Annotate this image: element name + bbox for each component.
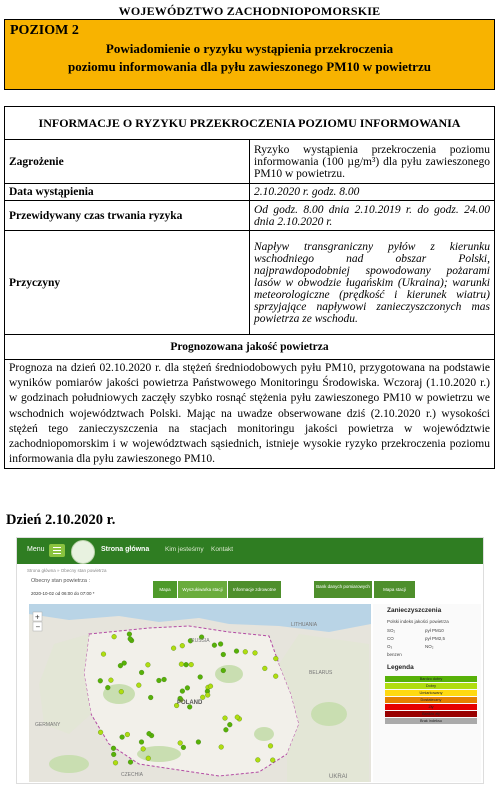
map-side-panel — [373, 604, 481, 782]
station-marker[interactable] — [119, 689, 124, 694]
station-marker[interactable] — [111, 752, 116, 757]
legend-item: Dobry — [385, 683, 477, 689]
station-marker[interactable] — [221, 668, 226, 673]
level-description-line1: Powiadomienie o ryzyku wystąpienia przekroczenia — [105, 41, 394, 56]
station-marker[interactable] — [200, 695, 205, 700]
map-label-germany: GERMANY — [35, 722, 61, 728]
pollutants-title: Zanieczyszczenia — [387, 607, 442, 614]
station-marker[interactable] — [157, 678, 162, 683]
breadcrumb[interactable]: Strona główna » Obecny stan powietrza — [27, 568, 107, 573]
station-marker[interactable] — [180, 689, 185, 694]
option-benzene[interactable]: benzen — [387, 652, 402, 657]
row-label-threat: Zagrożenie — [5, 140, 250, 184]
option-pm10[interactable]: pył PM10 — [425, 628, 444, 633]
station-marker[interactable] — [189, 662, 194, 667]
station-marker[interactable] — [122, 661, 127, 666]
station-marker[interactable] — [180, 643, 185, 648]
station-marker[interactable] — [98, 678, 103, 683]
station-marker[interactable] — [101, 652, 106, 657]
station-marker[interactable] — [273, 656, 278, 661]
info-table — [4, 106, 495, 469]
map-canvas — [29, 604, 371, 782]
station-marker[interactable] — [268, 744, 273, 749]
level-description-line2: poziomu informowania dla pyłu zawieszonego PM10 w powietrzu — [68, 59, 431, 74]
level-description — [5, 40, 494, 76]
tab-data-bank[interactable]: Bank danych pomiarowych — [314, 581, 372, 598]
station-marker[interactable] — [171, 646, 176, 651]
station-marker[interactable] — [196, 740, 201, 745]
map-label-ukraine: UKRAI — [329, 774, 348, 780]
day-label: Dzień 2.10.2020 r. — [6, 512, 116, 528]
row-value-causes: Napływ transgraniczny pyłów z kierunku wschodniego nad obszar Polski, najprawdopodobniej spowodowany pożarami lasów w obwodzie ługańskim (Ukraina); warunki meteorologiczne (prędkość i kierunek wiatru) sprzyjające napływowi zanieczyszczonych mas powietrza ze wschodu. — [250, 231, 495, 335]
svg-text:−: − — [35, 622, 41, 632]
legend-item: Brak indeksu — [385, 718, 477, 724]
nav-home-link[interactable]: Strona główna — [101, 546, 150, 553]
option-o3[interactable]: O₃ — [387, 644, 393, 649]
station-marker[interactable] — [139, 670, 144, 675]
forecast-header: Prognozowana jakość powietrza — [5, 335, 495, 360]
station-marker[interactable] — [146, 756, 151, 761]
map-label-poland: POLAND — [177, 700, 203, 706]
station-marker[interactable] — [120, 735, 125, 740]
station-marker[interactable] — [111, 746, 116, 751]
station-marker[interactable] — [262, 666, 267, 671]
station-marker[interactable] — [128, 637, 133, 642]
station-marker[interactable] — [128, 760, 133, 765]
option-polish-index[interactable]: Polski indeks jakości powietrza — [387, 619, 449, 624]
row-value-date: 2.10.2020 r. godz. 8.00 — [250, 184, 495, 201]
row-value-threat: Ryzyko wystąpienia przekroczenia poziomu informowania (100 µg/m³) dla pyłu zawieszonego PM10 w powietrzu. — [250, 140, 495, 184]
station-marker[interactable] — [234, 649, 239, 654]
nav-contact-link[interactable]: Kontakt — [211, 546, 234, 553]
tab-map[interactable]: Mapa — [153, 581, 177, 598]
level-banner — [4, 19, 495, 90]
observed-label: Obecny stan powietrza : — [31, 578, 91, 584]
station-marker[interactable] — [208, 684, 213, 689]
station-marker[interactable] — [112, 634, 117, 639]
station-marker[interactable] — [221, 652, 226, 657]
site-topbar — [17, 538, 483, 564]
observed-date: 2020-10-02 od 06:00 do 07:00 * — [31, 591, 95, 596]
option-co[interactable]: CO — [387, 636, 394, 641]
map-label-czechia: CZECHIA — [121, 772, 143, 778]
station-marker[interactable] — [98, 730, 103, 735]
option-pm25[interactable]: pył PM2,5 — [425, 636, 446, 641]
forecast-text: Prognoza na dzień 02.10.2020 r. dla stężeń średniodobowych pyłu PM10, przygotowana na podstawie wyników pomiarów jakości powietrza Państwowego Monitoringu Środowiska. Wczoraj (1.10.2020 r.) w godzinach południowych zaczęły szybko rosnąć stężenia pyłu zawieszonego PM10 w powietrzu we wschodnich województwach Polski. Mając na uwadze obserwowane dziś (2.10.2020 r.) wysokości stężeń tego zanieczyszczenia na stacjach monitoringu jakości powietrza w województwie zachodniopomorskim i w województwach sąsiednich, istnieje wysokie ryzyko przekroczenia poziomu informowania dla pyłu zawieszonego PM10. — [5, 360, 495, 469]
station-marker[interactable] — [113, 760, 118, 765]
station-marker[interactable] — [178, 741, 183, 746]
station-marker[interactable] — [109, 678, 114, 683]
station-marker[interactable] — [205, 693, 210, 698]
air-quality-screenshot — [16, 537, 484, 784]
region-heading: WOJEWÓDZTWO ZACHODNIOPOMORSKIE — [118, 4, 381, 18]
station-marker[interactable] — [147, 731, 152, 736]
station-marker[interactable] — [255, 758, 260, 763]
station-marker[interactable] — [127, 632, 132, 637]
station-marker[interactable] — [148, 695, 153, 700]
station-marker[interactable] — [198, 675, 203, 680]
tab-health-info[interactable]: Informacje zdrowotne — [228, 581, 281, 598]
info-table-header: INFORMACJE O RYZYKU PRZEKROCZENIA POZIOMU INFORMOWANIA — [5, 107, 495, 140]
row-label-duration: Przewidywany czas trwania ryzyka — [5, 201, 250, 231]
legend-title: Legenda — [387, 664, 414, 671]
station-marker[interactable] — [253, 651, 258, 656]
station-marker[interactable] — [146, 662, 151, 667]
map-label-belarus: BELARUS — [309, 670, 333, 676]
station-marker[interactable] — [139, 740, 144, 745]
legend-item: Dostateczny — [385, 697, 477, 703]
menu-label[interactable]: Menu — [27, 546, 45, 553]
station-marker[interactable] — [184, 662, 189, 667]
station-marker[interactable] — [223, 716, 228, 721]
station-marker[interactable] — [270, 758, 275, 763]
station-marker[interactable] — [181, 745, 186, 750]
row-label-causes: Przyczyny — [5, 231, 250, 335]
nav-about-link[interactable]: Kim jesteśmy — [165, 546, 204, 553]
station-marker[interactable] — [141, 747, 146, 752]
legend-item: Umiarkowany — [385, 690, 477, 696]
eagle-logo-icon — [71, 540, 95, 564]
station-marker[interactable] — [224, 727, 229, 732]
legend-item: Bardzo zły — [385, 711, 477, 717]
station-marker[interactable] — [227, 722, 232, 727]
hamburger-icon[interactable] — [49, 544, 65, 557]
row-value-duration: Od godz. 8.00 dnia 2.10.2019 r. do godz. 24.00 dnia 2.10.2020 r. — [250, 201, 495, 231]
station-marker[interactable] — [235, 715, 240, 720]
legend-item: Bardzo dobry — [385, 676, 477, 682]
zoom-controls[interactable] — [33, 612, 42, 632]
map-label-lithuania: LITHUANIA — [291, 622, 318, 628]
map-label-russia: RUSSIA — [191, 638, 210, 644]
station-marker[interactable] — [105, 685, 110, 690]
option-no2[interactable]: NO₂ — [425, 644, 434, 649]
station-marker[interactable] — [219, 745, 224, 750]
station-marker[interactable] — [243, 649, 248, 654]
legend-item: Zły — [385, 704, 477, 710]
station-marker[interactable] — [125, 732, 130, 737]
station-marker[interactable] — [162, 677, 167, 682]
tab-station-map[interactable]: Mapa stacji — [374, 581, 415, 598]
station-marker[interactable] — [136, 683, 141, 688]
tab-station-search[interactable]: Wyszukiwarka stacji — [178, 581, 227, 598]
station-marker[interactable] — [218, 642, 223, 647]
station-marker[interactable] — [212, 643, 217, 648]
station-marker[interactable] — [185, 686, 190, 691]
air-quality-map[interactable] — [29, 604, 371, 782]
station-marker[interactable] — [273, 674, 278, 679]
svg-text:+: + — [35, 612, 40, 622]
row-label-date: Data wystąpienia — [5, 184, 250, 201]
station-marker[interactable] — [179, 662, 184, 667]
option-so2[interactable]: SO₂ — [387, 628, 396, 633]
level-title: POZIOM 2 — [10, 23, 79, 38]
